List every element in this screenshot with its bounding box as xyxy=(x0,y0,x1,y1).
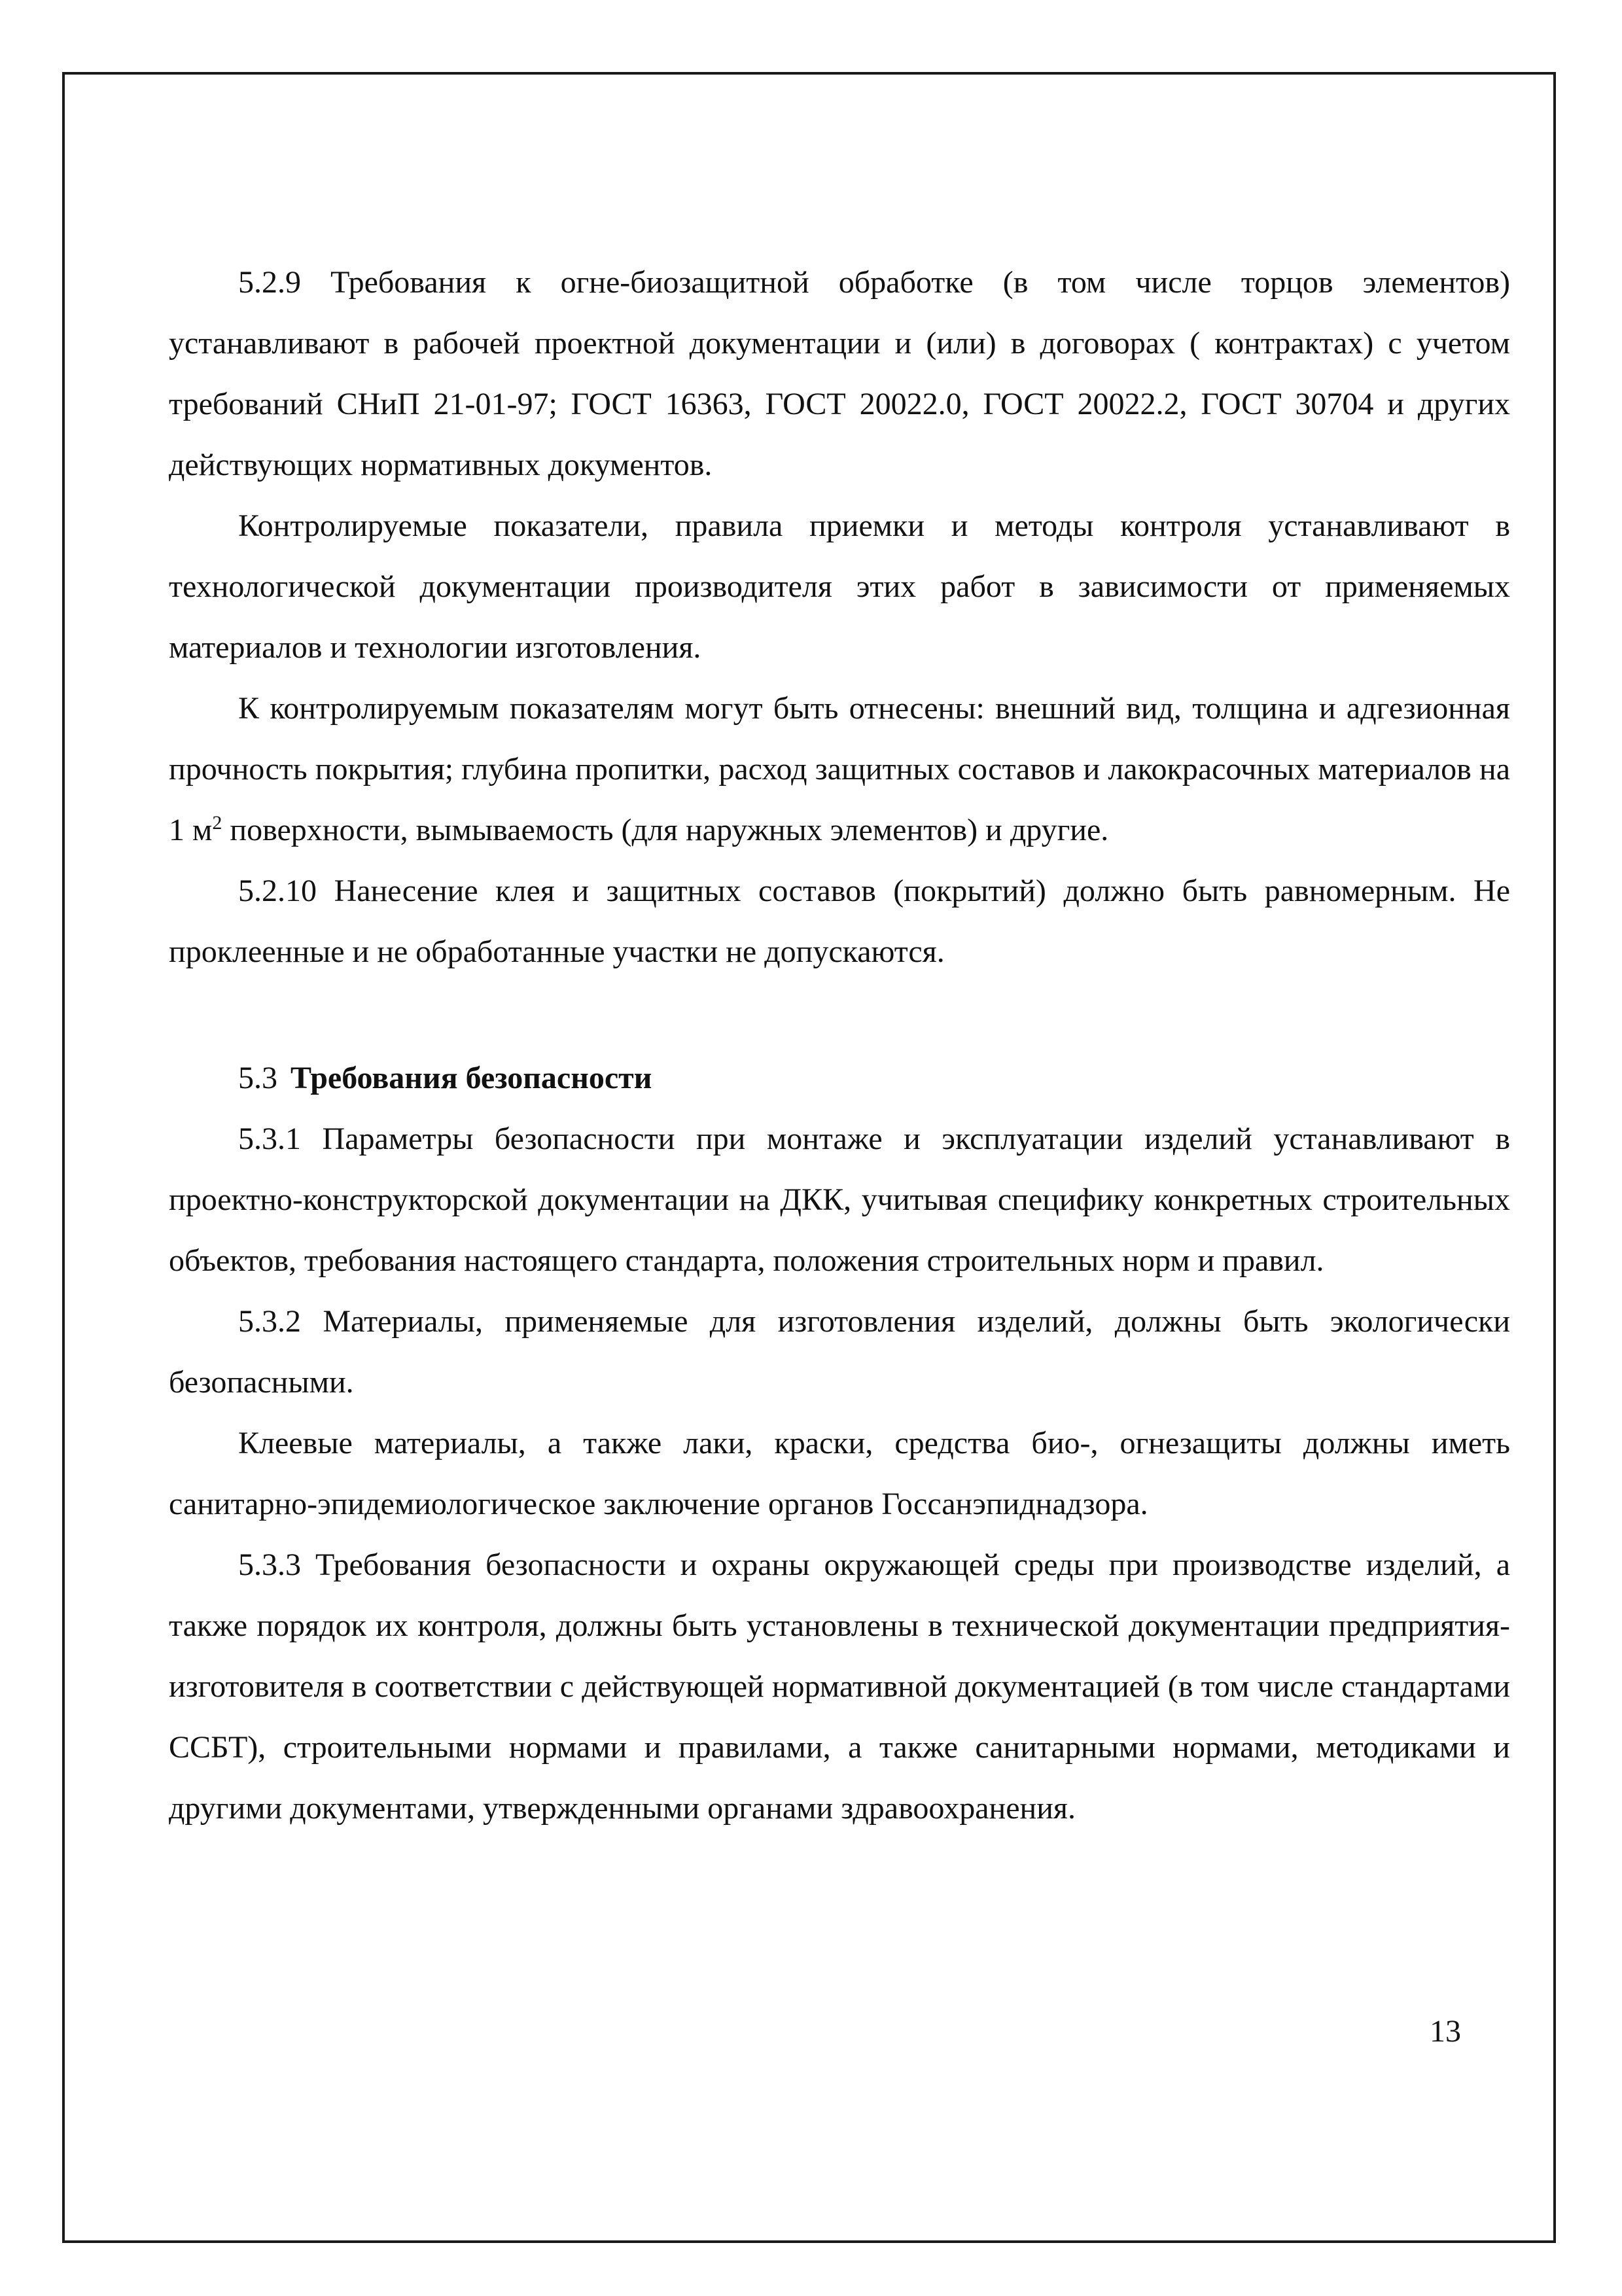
page-number: 13 xyxy=(1430,2014,1461,2049)
indicators-text-part-2: поверхности, вымываемость (для наружных элементов) и другие. xyxy=(222,813,1109,847)
paragraph-5-3-3: 5.3.3 Требования безопасности и охраны окружающей среды при производстве изделий, а также порядок их контроля, должны быть установлены в технической документации предприятия-изготовителя в соответствии с действующей нормативной документацией (в том числе стандартами ССБТ), строительными нормами и правилами, а также санитарными нормами, методиками и другими документами, утвержденными органами здравоохранения. xyxy=(169,1547,1510,1826)
indicators-text-part-1: К контролируемым показателям могут быть отнесены: внешний вид, толщина и адгезионная прочность покрытия; глубина пропитки, расход защитных составов и лакокрасочных материалов на 1 м xyxy=(169,691,1510,847)
paragraph-5-3-1: 5.3.1 Параметры безопасности при монтаже и эксплуатации изделий устанавливают в проектно-конструкторской документации на ДКК, учитывая специфику конкретных строительных объектов, требования настоящего стандарта, положения строительных норм и правил. xyxy=(169,1122,1510,1278)
document-body xyxy=(169,252,1510,1839)
paragraph-control-parameters: Контролируемые показатели, правила приемки и методы контроля устанавливают в технологической документации производителя этих работ в зависимости от применяемых материалов и технологии изготовления. xyxy=(169,508,1510,665)
paragraph-5-2-10: 5.2.10 Нанесение клея и защитных составов (покрытий) должно быть равномерным. Не проклеенные и не обработанные участки не допускаются. xyxy=(169,874,1510,969)
section-number: 5.3 xyxy=(238,1061,277,1095)
section-heading-5-3 xyxy=(169,1048,1510,1108)
paragraph-controlled-indicators xyxy=(169,678,1510,860)
paragraph-5-3-2: 5.3.2 Материалы, применяемые для изготовления изделий, должны быть экологически безопасными. xyxy=(169,1304,1510,1400)
paragraph-glue-materials: Клеевые материалы, а также лаки, краски, средства био-, огнезащиты должны иметь санитарно-эпидемиологическое заключение органов Госсанэпиднадзора. xyxy=(169,1426,1510,1521)
square-meter-superscript: 2 xyxy=(212,812,222,834)
paragraph-5-2-9: 5.2.9 Требования к огне-биозащитной обработке (в том числе торцов элементов) устанавливают в рабочей проектной документации и (или) в договорах ( контрактах) с учетом требований СНиП 21-01-97; ГОСТ 16363, ГОСТ 20022.0, ГОСТ 20022.2, ГОСТ 30704 и других действующих нормативных документов. xyxy=(169,265,1510,482)
section-title: Требования безопасности xyxy=(291,1061,652,1095)
